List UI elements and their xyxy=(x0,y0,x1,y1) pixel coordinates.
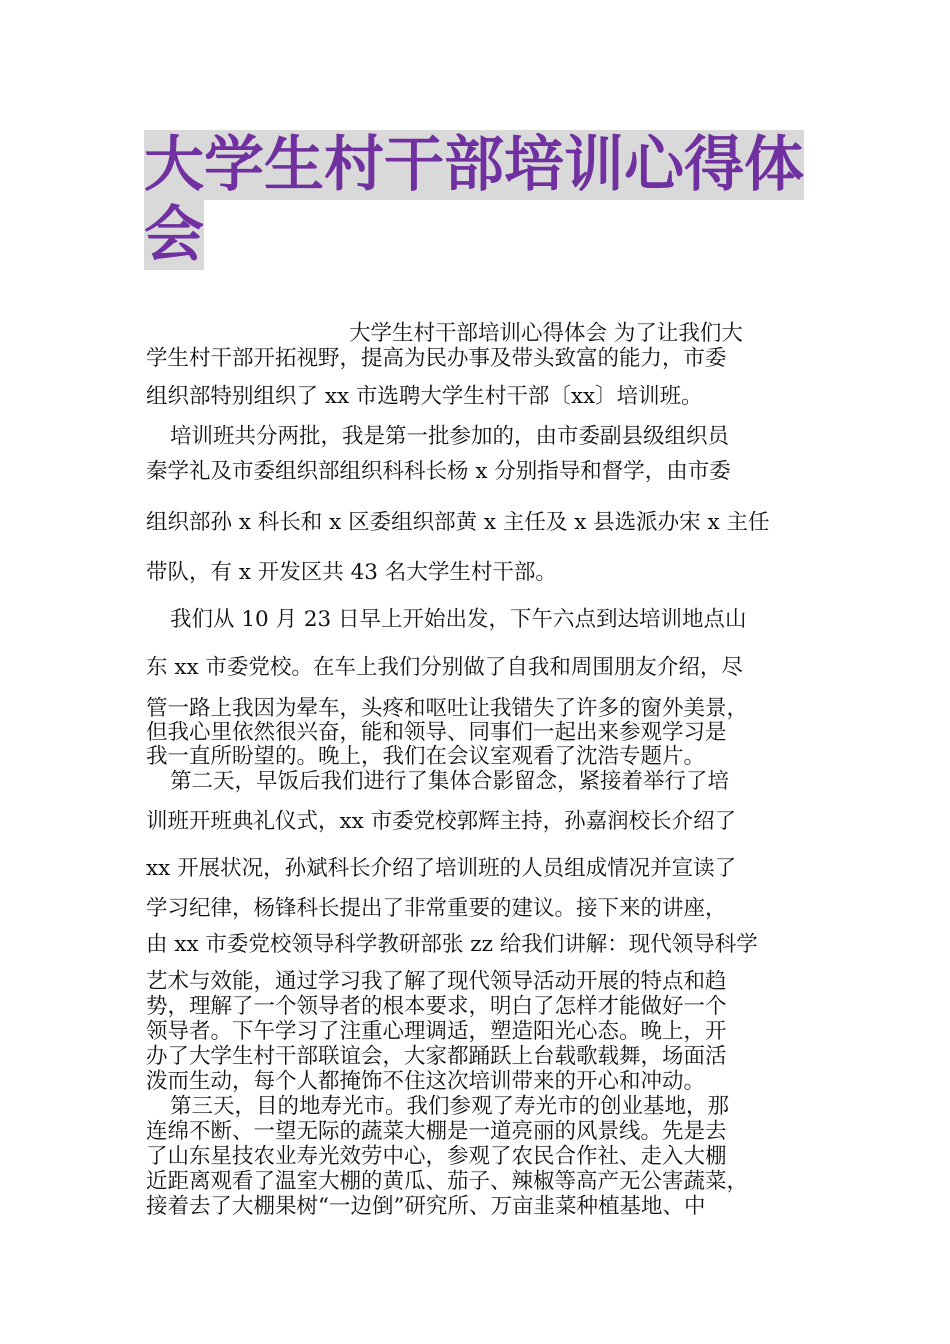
text-line: 连绵不断、一望无际的蔬菜大棚是一道亮丽的风景线。先是去 xyxy=(146,1119,727,1144)
text-line: 学习纪律，杨锋科长提出了非常重要的建议。接下来的讲座， xyxy=(146,896,727,921)
text-line: 组织部孙 x 科长和 x 区委组织部黄 x 主任及 x 县选派办宋 x 主任 xyxy=(146,510,770,535)
text-line: 泼而生动，每个人都掩饰不住这次培训带来的开心和冲动。 xyxy=(146,1069,706,1094)
text-line: 领导者。下午学习了注重心理调适，塑造阳光心态。晚上，开 xyxy=(146,1019,727,1044)
text-line: 东 xx 市委党校。在车上我们分别做了自我和周围朋友介绍，尽 xyxy=(146,655,743,680)
text-line: 了山东星技农业寿光效劳中心，参观了农民合作社、走入大棚 xyxy=(146,1144,727,1169)
text-line: 艺术与效能，通过学习我了解了现代领导活动开展的特点和趋 xyxy=(146,969,727,994)
text-line: 但我心里依然很兴奋，能和领导、同事们一起出来参观学习是 xyxy=(146,720,727,745)
text-line: 带队，有 x 开发区共 43 名大学生村干部。 xyxy=(146,560,557,585)
text-line: 我一直所盼望的。晚上，我们在会议室观看了沈浩专题片。 xyxy=(146,744,706,769)
text-line: 办了大学生村干部联谊会，大家都踊跃上台载歌载舞，场面活 xyxy=(146,1044,727,1069)
text-line: 由 xx 市委党校领导科学教研部张 zz 给我们讲解：现代领导科学 xyxy=(146,932,758,957)
text-line: 培训班共分两批，我是第一批参加的，由市委副县级组织员 xyxy=(170,424,730,449)
document-title: 大学生村干部培训心得体会 xyxy=(144,130,804,270)
text-line: 管一路上我因为晕车，头疼和呕吐让我错失了许多的窗外美景， xyxy=(146,696,749,721)
text-line: 训班开班典礼仪式，xx 市委党校郭辉主持，孙嘉润校长介绍了 xyxy=(146,809,737,834)
text-line: xx 开展状况，孙斌科长介绍了培训班的人员组成情况并宣读了 xyxy=(146,856,737,881)
text-line: 接着去了大棚果树“一边倒”研究所、万亩韭菜种植基地、中 xyxy=(146,1194,706,1219)
text-line: 秦学礼及市委组织部组织科科长杨 x 分别指导和督学，由市委 xyxy=(146,459,731,484)
text-line: 组织部特别组织了 xx 市选聘大学生村干部〔xx〕培训班。 xyxy=(146,384,703,409)
text-line: 第二天，早饭后我们进行了集体合影留念，紧接着举行了培 xyxy=(170,769,730,794)
text-line: 学生村干部开拓视野，提高为民办事及带头致富的能力，市委 xyxy=(146,346,727,371)
text-line: 大学生村干部培训心得体会 为了让我们大 xyxy=(349,321,743,346)
text-line: 第三天，目的地寿光市。我们参观了寿光市的创业基地，那 xyxy=(170,1094,730,1119)
text-line: 势，理解了一个领导者的根本要求，明白了怎样才能做好一个 xyxy=(146,994,727,1019)
text-line: 近距离观看了温室大棚的黄瓜、茄子、辣椒等高产无公害蔬菜， xyxy=(146,1169,749,1194)
text-line: 我们从 10 月 23 日早上开始出发，下午六点到达培训地点山 xyxy=(170,607,747,632)
